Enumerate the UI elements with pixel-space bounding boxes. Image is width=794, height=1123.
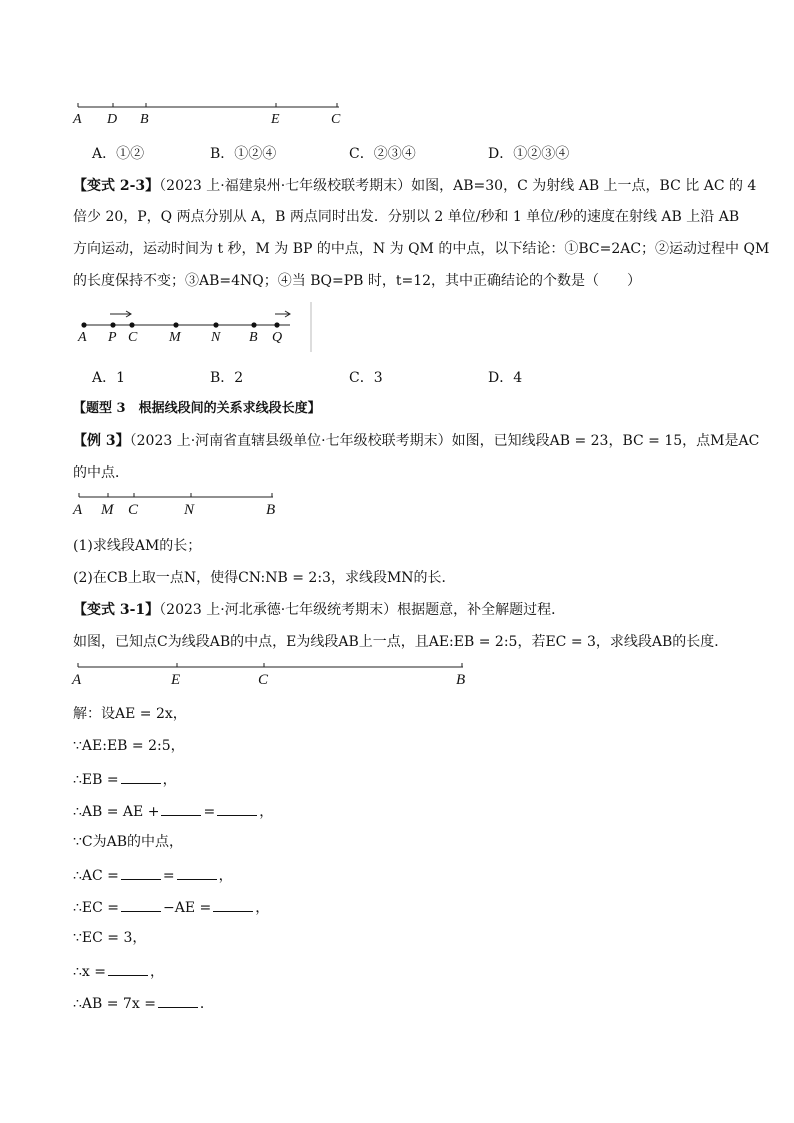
sol-line-2: [73, 769, 177, 789]
fig2-label-p: P: [108, 330, 117, 345]
sol-line-5: [73, 865, 233, 885]
fig1-label-a: A: [73, 112, 82, 127]
fig2-label-a: A: [78, 330, 87, 345]
sol9-suffix: ．: [199, 996, 214, 1012]
v23-option-c: C．3: [349, 370, 383, 386]
blank-ec-value[interactable]: [213, 897, 253, 912]
ex3-line2: 的中点．: [73, 465, 129, 481]
v31-tag: 【变式 3-1】: [73, 602, 160, 618]
sol-line-4: ∵C为AB的中点，: [73, 834, 184, 850]
fig1-label-e: E: [271, 112, 280, 127]
fig1-label-b: B: [140, 112, 149, 127]
v23-option-d: D．4: [488, 370, 523, 386]
sol8-prefix: ∴x =: [73, 964, 106, 980]
sol-line-8: [73, 961, 164, 981]
fig3-label-c: C: [128, 502, 139, 518]
fig1-label-c: C: [331, 112, 341, 127]
sol2-suffix: ，: [162, 772, 177, 788]
fig3-label-b: B: [266, 502, 276, 518]
v31-text1: （2023 上·河北承德·七年级统考期末）根据题意，补全解题过程．: [159, 602, 566, 618]
fig4-label-b: B: [456, 672, 466, 688]
q1-option-a: A．①②: [92, 146, 145, 162]
blank-ab-final[interactable]: [158, 993, 198, 1008]
sol5-prefix: ∴AC =: [73, 868, 119, 884]
blank-ac-value[interactable]: [177, 865, 217, 880]
v23-tag: 【变式 2-3】: [73, 178, 160, 194]
blank-ec-term[interactable]: [121, 897, 161, 912]
sol3-suffix: ，: [259, 804, 274, 820]
sol2-prefix: ∴EB =: [73, 772, 119, 788]
sol6-suffix: ，: [255, 900, 270, 916]
sol8-suffix: ，: [149, 964, 164, 980]
fig4-label-c: C: [258, 672, 269, 688]
sol9-prefix: ∴AB = 7x =: [73, 996, 156, 1012]
q1-option-d: D．①②③④: [488, 146, 570, 162]
sol5-eq: =: [162, 868, 175, 884]
sol5-suffix: ，: [218, 868, 233, 884]
v23-line2: 倍少 20，P，Q 两点分别从 A，B 两点同时出发．分别以 2 单位/秒和 1 单位/秒的速度在射线 AB 上沿 AB: [73, 209, 740, 225]
ex3-tag: 【例 3】: [73, 433, 130, 449]
q1-option-b: B．①②④: [210, 146, 277, 162]
fig4-label-e: E: [171, 672, 181, 688]
sol3-prefix: ∴AB = AE +: [73, 804, 160, 820]
sol6-mid: −AE =: [163, 900, 212, 916]
type3-heading: 【题型 3 根据线段间的关系求线段长度】: [73, 401, 321, 416]
fig2-label-c: C: [128, 330, 138, 345]
blank-ab-value[interactable]: [217, 801, 257, 816]
sol-line-9: [73, 993, 214, 1013]
v23-option-b: B．2: [210, 370, 244, 386]
v23-text1: （2023 上·福建泉州·七年级校联考期末）如图，AB=30，C 为射线 AB 上一点，BC 比 AC 的 4: [159, 178, 757, 194]
v23-line4: 的长度保持不变；③AB=4NQ；④当 BQ=PB 时，t=12，其中正确结论的个数是（ ）: [73, 273, 642, 289]
sol6-prefix: ∴EC =: [73, 900, 120, 916]
fig2-label-m: M: [169, 330, 181, 345]
fig4-label-a: A: [72, 672, 82, 688]
fig2-label-b: B: [249, 330, 258, 345]
sol-line-3: [73, 801, 273, 821]
ex3-q1: (1)求线段AM的长；: [73, 538, 202, 554]
sol-line-0: 解：设AE = 2x，: [73, 706, 187, 722]
ex3-text1: （2023 上·河南省直辖县级单位·七年级校联考期末）如图，已知线段AB = 23，BC = 15，点M是AC: [129, 433, 760, 449]
v23-line3: 方向运动，运动时间为 t 秒，M 为 BP 的中点，N 为 QM 的中点，以下结论：①BC=2AC；②运动过程中 QM: [73, 241, 770, 257]
fig3-label-n: N: [184, 502, 195, 518]
q1-option-c: C．②③④: [349, 146, 416, 162]
fig3-label-m: M: [101, 502, 114, 518]
sol-line-7: ∵EC = 3，: [73, 930, 147, 946]
blank-ac-expr[interactable]: [121, 865, 161, 880]
blank-eb[interactable]: [121, 769, 161, 784]
fig2-label-q: Q: [272, 330, 283, 345]
sol-line-6: [73, 897, 269, 917]
blank-x[interactable]: [108, 961, 148, 976]
v31-line2: 如图，已知点C为线段AB的中点，E为线段AB上一点，且AE:EB = 2:5，若EC = 3，求线段AB的长度．: [73, 634, 729, 650]
fig2-label-n: N: [211, 330, 221, 345]
sol3-eq: =: [203, 804, 216, 820]
blank-ab-term[interactable]: [161, 801, 201, 816]
fig3-label-a: A: [73, 502, 83, 518]
sol-line-1: ∵AE:EB = 2:5，: [73, 738, 185, 754]
ex3-q2: (2)在CB上取一点N，使得CN:NB = 2:3，求线段MN的长．: [73, 570, 456, 586]
fig1-label-d: D: [107, 112, 118, 127]
v23-option-a: A．1: [92, 370, 126, 386]
